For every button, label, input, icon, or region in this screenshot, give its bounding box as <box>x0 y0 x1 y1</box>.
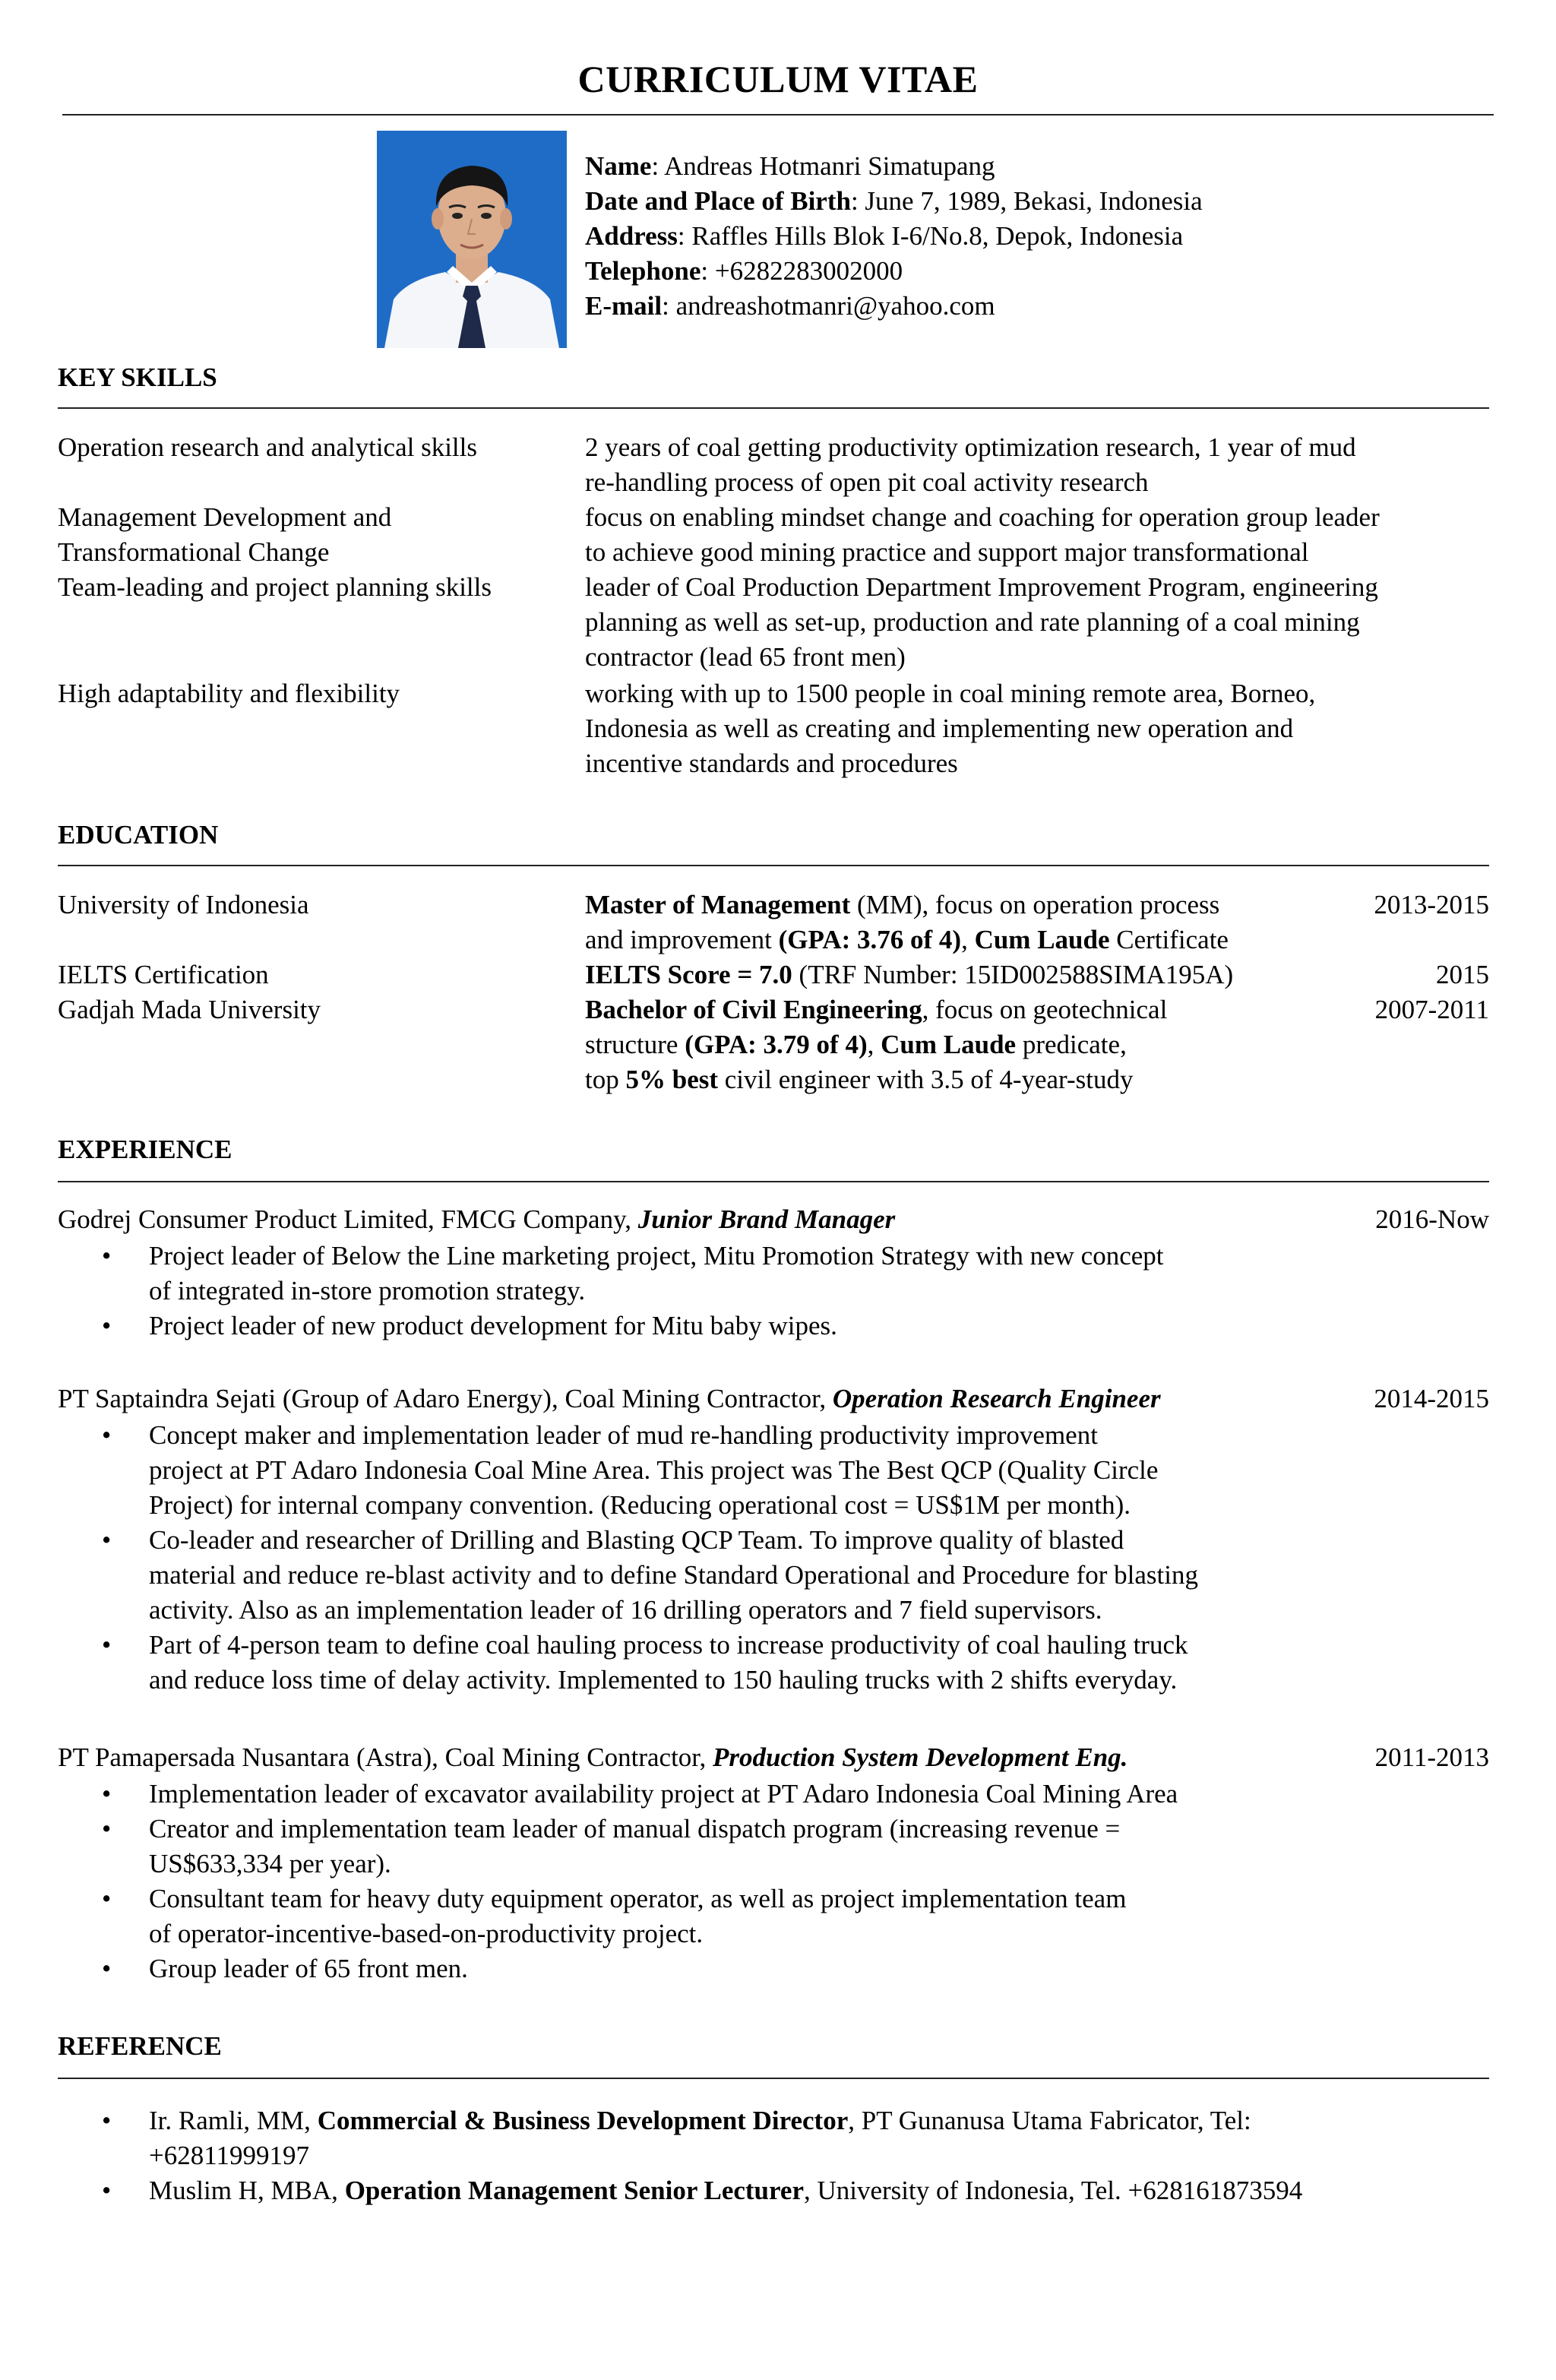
job-title-line: PT Saptaindra Sejati (Group of Adaro Energy), Coal Mining Contractor, Operation Research Engineer <box>58 1384 1161 1413</box>
phone-value: : +6282283002000 <box>701 256 903 286</box>
skill-name: High adaptability and flexibility <box>58 679 400 708</box>
education-school: IELTS Certification <box>58 960 269 989</box>
name-value: : Andreas Hotmanri Simatupang <box>651 151 995 181</box>
list-item: • Muslim H, MBA, Operation Management Senior Lecturer, University of Indonesia, Tel. +628161873594 <box>102 2176 1303 2205</box>
list-item: • Project leader of new product development for Mitu baby wipes. <box>102 1311 837 1340</box>
email-line: E-mail: andreashotmanri@yahoo.com <box>585 291 995 321</box>
job-role: Production System Development Eng. <box>713 1742 1128 1772</box>
reference-list <box>102 2103 1303 2208</box>
section-heading-education: EDUCATION <box>58 820 219 850</box>
address-value: : Raffles Hills Blok I-6/No.8, Depok, Indonesia <box>677 221 1184 251</box>
job-title-line: Godrej Consumer Product Limited, FMCG Company, Junior Brand Manager <box>58 1204 896 1234</box>
phone-line: Telephone: +6282283002000 <box>585 256 903 286</box>
education-year: 2013-2015 <box>1374 890 1489 919</box>
education-school: Gadjah Mada University <box>58 995 321 1024</box>
section-heading-experience: EXPERIENCE <box>58 1135 232 1164</box>
skill-description: leader of Coal Production Department Improvement Program, engineering planning as well as set-up, production and rate planning of a coal mining contractor (lead 65 front men) <box>585 572 1378 672</box>
education-year: 2007-2011 <box>1374 995 1489 1024</box>
job-years: 2016-Now <box>1375 1204 1489 1234</box>
skill-name: Team-leading and project planning skills <box>58 572 492 602</box>
reference-divider <box>58 2078 1489 2079</box>
list-item: • Creator and implementation team leader of manual dispatch program (increasing revenue = US$633,334 per year). <box>102 1814 1121 1878</box>
list-item: • Concept maker and implementation leader of mud re-handling productivity improvement project at PT Adaro Indonesia Coal Mine Area. This project was The Best QCP (Quality Circle Project) for internal company convention. (Reducing operational cost = US$1M per month). <box>102 1420 1159 1520</box>
education-detail: IELTS Score = 7.0 (TRF Number: 15ID002588SIMA195A) <box>585 960 1234 989</box>
skill-name: Management Development and Transformational Change <box>58 502 392 567</box>
email-value: : andreashotmanri@yahoo.com <box>662 291 995 321</box>
education-school: University of Indonesia <box>58 890 309 919</box>
address-line: Address: Raffles Hills Blok I-6/No.8, Depok, Indonesia <box>585 221 1184 251</box>
education-detail: Master of Management (MM), focus on operation process and improvement (GPA: 3.76 of 4), Cum Laude Certificate <box>585 890 1229 954</box>
job-bullets <box>102 1239 1164 1343</box>
key-skills-divider <box>58 407 1489 409</box>
list-item: • Group leader of 65 front men. <box>102 1954 468 1983</box>
skill-name: Operation research and analytical skills <box>58 432 478 462</box>
skill-description: focus on enabling mindset change and coaching for operation group leader to achieve good mining practice and support major transformational <box>585 502 1380 567</box>
education-year: 2015 <box>1436 960 1489 989</box>
job-bullets <box>102 1418 1198 1698</box>
list-item: • Ir. Ramli, MM, Commercial & Business Development Director, PT Gunanusa Utama Fabricator, Tel: +62811999197 <box>102 2106 1251 2170</box>
list-item: • Consultant team for heavy duty equipment operator, as well as project implementation team of operator-incentive-based-on-productivity project. <box>102 1884 1127 1948</box>
list-item: • Implementation leader of excavator availability project at PT Adaro Indonesia Coal Mining Area <box>102 1779 1178 1809</box>
skill-description: 2 years of coal getting productivity optimization research, 1 year of mud re-handling process of open pit coal activity research <box>585 432 1356 497</box>
section-heading-reference: REFERENCE <box>58 2031 222 2061</box>
job-role: Operation Research Engineer <box>832 1384 1161 1413</box>
job-role: Junior Brand Manager <box>637 1204 896 1234</box>
education-divider <box>58 865 1489 866</box>
title-divider <box>62 114 1494 116</box>
job-bullets <box>102 1777 1178 1986</box>
job-years: 2014-2015 <box>1374 1384 1489 1413</box>
skill-description: working with up to 1500 people in coal mining remote area, Borneo, Indonesia as well as creating and implementing new operation and incentive standards and procedures <box>585 679 1316 778</box>
education-detail: Bachelor of Civil Engineering, focus on geotechnical structure (GPA: 3.79 of 4), Cum Laude predicate, top 5% best civil engineer with 3.5 of 4-year-study <box>585 995 1168 1094</box>
section-heading-key-skills: KEY SKILLS <box>58 362 217 392</box>
birth-value: : June 7, 1989, Bekasi, Indonesia <box>850 186 1203 216</box>
list-item: • Part of 4-person team to define coal hauling process to increase productivity of coal hauling truck and reduce loss time of delay activity. Implemented to 150 hauling trucks with 2 shifts everyday. <box>102 1630 1188 1695</box>
list-item: • Co-leader and researcher of Drilling and Blasting QCP Team. To improve quality of blasted material and reduce re-blast activity and to define Standard Operational and Procedure for blasting activity. Also as an implementation leader of 16 drilling operators and 7 field supervisors. <box>102 1525 1198 1625</box>
birth-line: Date and Place of Birth: June 7, 1989, Bekasi, Indonesia <box>585 186 1203 216</box>
name-line: Name: Andreas Hotmanri Simatupang <box>585 151 995 181</box>
job-years: 2011-2013 <box>1374 1742 1489 1772</box>
personal-info <box>585 149 1203 324</box>
page-title: CURRICULUM VITAE <box>577 58 979 100</box>
job-title-line: PT Pamapersada Nusantara (Astra), Coal Mining Contractor, Production System Development Eng. <box>58 1742 1128 1772</box>
list-item: • Project leader of Below the Line marketing project, Mitu Promotion Strategy with new concept of integrated in-store promotion strategy. <box>102 1241 1164 1306</box>
experience-divider <box>58 1181 1489 1182</box>
profile-photo <box>377 131 567 348</box>
